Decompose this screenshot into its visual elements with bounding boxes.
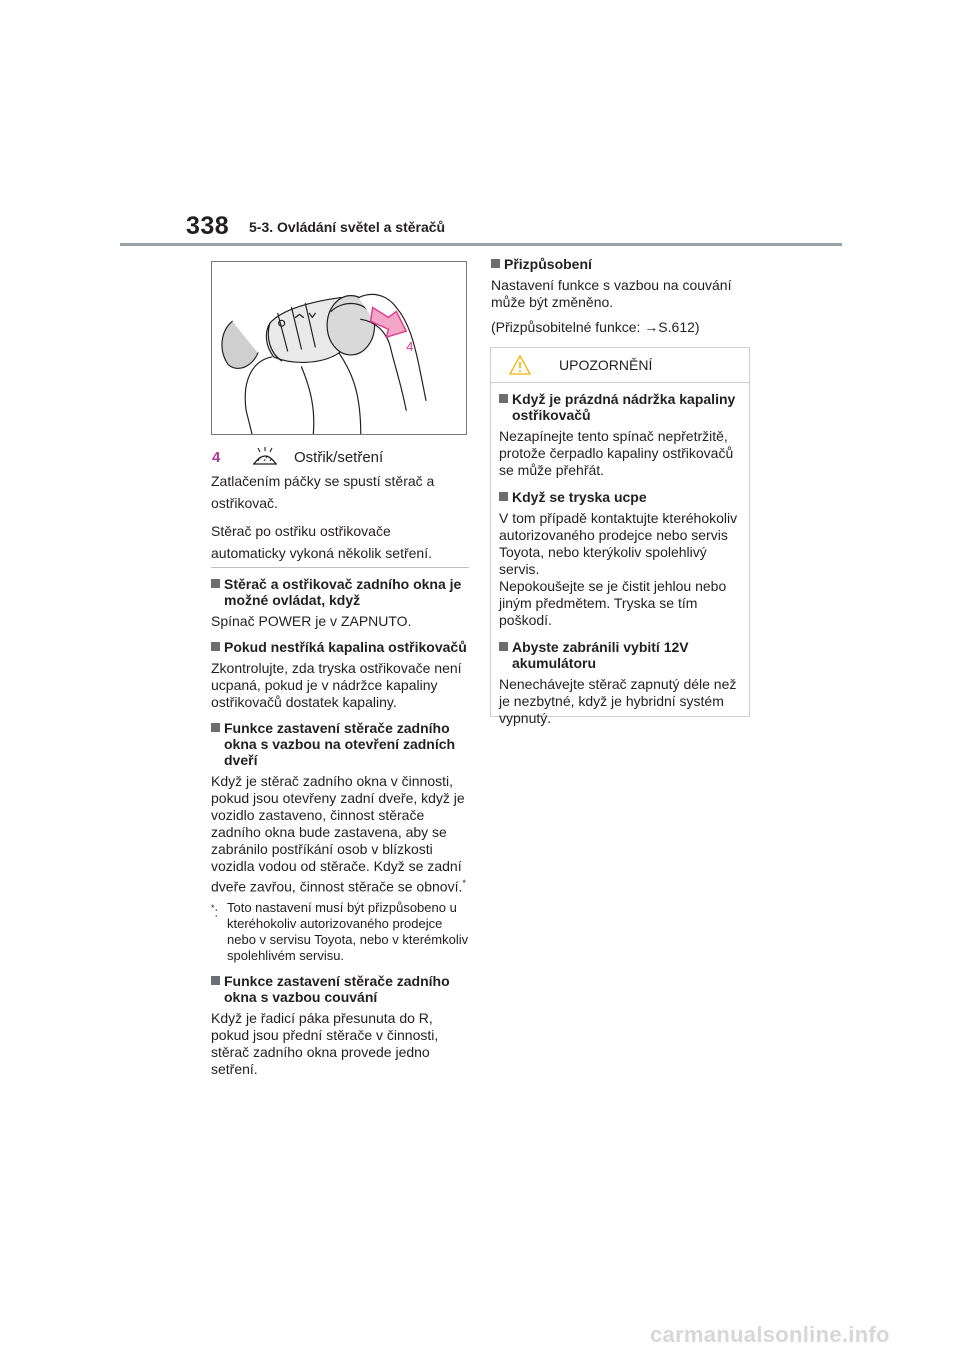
footnote-marker: * [462,878,466,888]
item-number: 4 [212,448,221,466]
note-body: Spínač POWER je v ZAPNUTO. [211,613,412,629]
warning-item-body: V tom případě kontaktujte kteréhokoliv autorizovaného prodejce nebo servis Toyota, nebo kterýkoliv spolehlivý servis. [499,510,738,577]
washer-icon [250,447,280,467]
item-label: Ostřik/setření [294,448,384,466]
warning-item-body-2: Nepokoušejte se je čistit jehlou nebo jiným předmětem. Tryska se tím poškodí. [499,578,727,628]
warning-item-heading: Abyste zabránili vybití 12V akumulátoru [499,639,741,671]
warning-header [491,348,749,383]
footnote: *: Toto nastavení musí být přizpůsobeno u kteréhokoliv autorizovaného prodejce nebo v servisu Toyota, nebo v kterémkoliv spolehlivém servisu. [211,899,469,963]
note-body: Když je řadicí páka přesunuta do R, pokud jsou přední stěrače v činnosti, stěrač zadního okna provede jedno setření. [211,1009,439,1077]
square-bullet-icon [499,394,508,403]
note-heading: Funkce zastavení stěrače zadního okna s vazbou couvání [211,973,469,1005]
watermark: carmanualsonline.info [650,1322,890,1347]
warning-triangle-icon [509,355,531,375]
left-notes [211,576,469,1078]
customization-body: Nastavení funkce s vazbou na couvání může být změněno. [491,277,732,310]
note-heading: Pokud nestříká kapalina ostřikovačů [211,639,469,655]
note-body: Zkontrolujte, zda tryska ostřikovače není ucpaná, pokud je v nádržce kapaliny ostřikovačů dostatek kapaliny. [211,660,462,710]
square-bullet-icon [211,976,220,985]
square-bullet-icon [211,642,220,651]
page-number: 338 [186,212,230,240]
item-4-desc-2: Stěrač po ostřiku ostřikovače automaticky vykoná několik setření. [211,523,432,561]
note-body: Když je stěrač zadního okna v činnosti, pokud jsou otevřeny zadní dveře, když je vozidlo zastaveno, činnost stěrače zadního okna bude zastavena, aby se zabránilo postříkání osob v blízkosti vozidla vodou od stěrače. Když se zadní dveře zavřou, činnost stěrače se obnoví.* [211,773,466,895]
customization-ref-link[interactable]: (Přizpůsobitelné funkce: →S.612) [491,319,700,335]
header-rule [120,243,842,246]
warning-item-heading: Když je prázdná nádržka kapaliny ostřikovačů [499,391,741,423]
square-bullet-icon [491,259,500,268]
square-bullet-icon [211,579,220,588]
warning-title: UPOZORNĚNÍ [559,357,653,373]
warning-item-body: Nezapínejte tento spínač nepřetržitě, protože čerpadlo kapaliny ostřikovačů se může přehřát. [499,428,734,478]
square-bullet-icon [499,642,508,651]
customization-section [491,256,751,336]
square-bullet-icon [211,723,220,732]
customization-heading: Přizpůsobení [491,256,751,272]
section-divider [211,567,469,568]
warning-item-heading: Když se tryska ucpe [499,489,741,505]
note-heading: Funkce zastavení stěrače zadního okna s vazbou na otevření zadních dveří [211,720,469,768]
item-4-description [211,470,469,564]
item-4-row [212,446,383,468]
figure-callout-number: 4 [406,338,414,354]
square-bullet-icon [499,492,508,501]
warning-box [490,347,750,726]
section-title: 5-3. Ovládání světel a stěračů [249,219,446,235]
item-4-desc-1: Zatlačením páčky se spustí stěrač a ostřikovač. [211,473,435,511]
warning-item-body: Nenechávejte stěrač zapnutý déle než je nezbytné, když je hybridní systém vypnutý. [499,676,737,726]
wiper-lever-illustration [211,261,467,435]
warning-body [491,383,749,727]
wiper-lever-drawing [212,262,466,434]
note-heading: Stěrač a ostřikovač zadního okna je možné ovládat, když [211,576,469,608]
footnote-text: Toto nastavení musí být přizpůsobeno u kteréhokoliv autorizovaného prodejce nebo v servisu Toyota, nebo v kterémkoliv spolehlivém servisu. [227,899,469,963]
